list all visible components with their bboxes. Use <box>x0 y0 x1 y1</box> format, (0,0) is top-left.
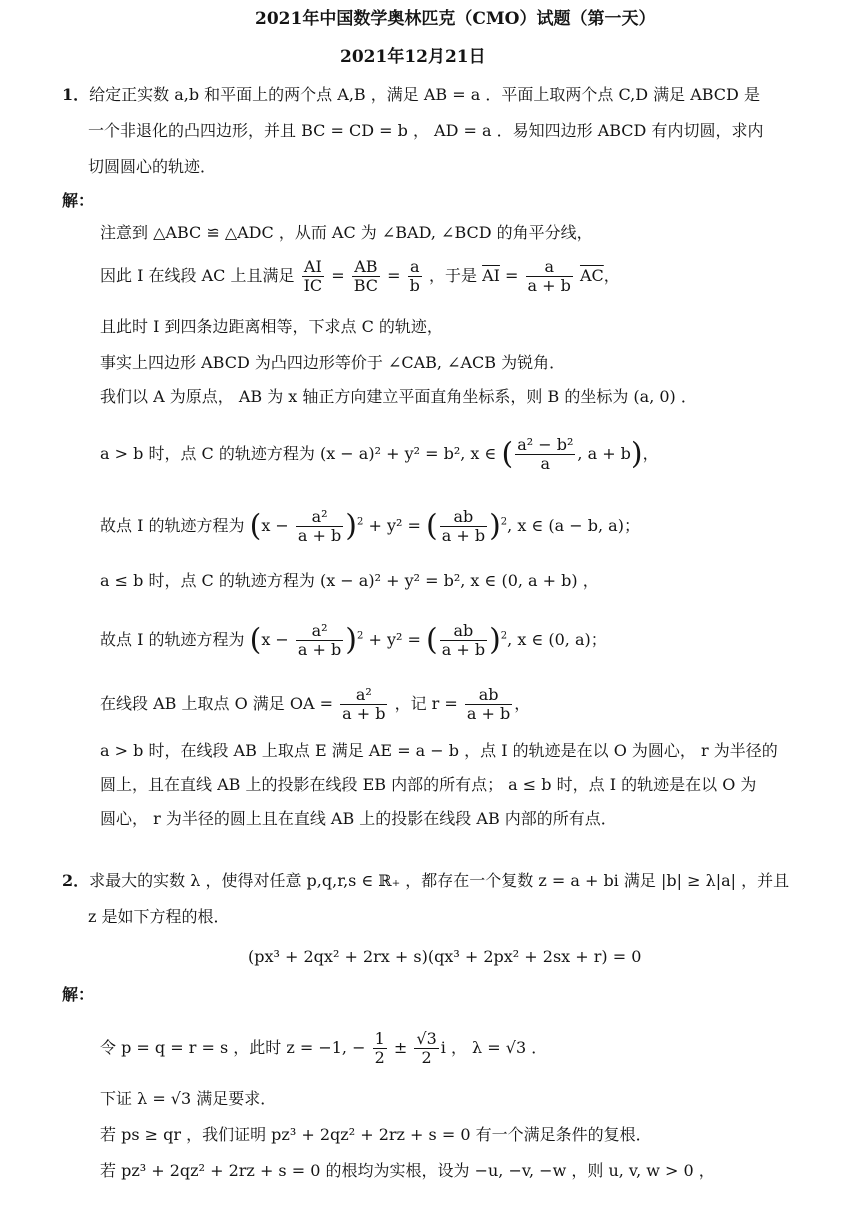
doc-date: 2021年12月21日 <box>340 47 486 67</box>
solution-1-line-10: 在线段 AB 上取点 O 满足 OA = $\frac{\text{a²}}{a + b}$ ，记 r = $\frac{ab}{a + b}$ ， <box>100 685 531 723</box>
fraction-a-over-a-plus-b: $\frac{a}{a + b}$ <box>527 257 571 295</box>
solution-2-line-1: 令 p = q = r = s ，此时 z = −1, − $\frac{1}{2}$ ± $\frac{√3}{2}$ i ， λ = √3 ． <box>100 1029 548 1067</box>
problem-2-line-2: z 是如下方程的根． <box>88 907 230 926</box>
solution-1-line-1: 注意到 △ABC ≌ △ADC ，从而 AC 为 ∠BAD, ∠BCD 的角平分线， <box>100 223 593 242</box>
problem-1-line-1: 1．给定正实数 a,b 和平面上的两个点 A,B ，满足 AB = a ．平面上取两个点 C,D 满足 ABCD 是 <box>62 85 760 104</box>
problem-1-number: 1． <box>62 85 90 104</box>
problem-1-line-3: 切圆圆心的轨迹． <box>88 157 217 176</box>
fraction-ab-bc: $\frac{AB}{BC}$ <box>353 257 379 295</box>
solution-1-line-9: 故点 I 的轨迹方程为 (x − $\frac{\text{a²}}{a + b}$ )$^2$ + y² = ( $\frac{ab}{a + b}$ )$^2$, x ∈ (0, a)； <box>100 621 607 659</box>
solution-2-line-3: 若 ps ≥ qr ，我们证明 pz³ + 2qz² + 2rz + s = 0 有一个满足条件的复根． <box>100 1125 652 1144</box>
fraction-ai-ic: $\frac{AI}{IC}$ <box>303 257 323 295</box>
solution-1-label: 解： <box>62 191 95 210</box>
fraction-a-b: $\frac{a}{b}$ <box>409 257 420 295</box>
problem-2-number: 2． <box>62 871 90 890</box>
solution-1-line-7: 故点 I 的轨迹方程为 (x − $\frac{\text{a²}}{a + b}$ )$^2$ + y² = ( $\frac{ab}{a + b}$ )$^2$, x ∈ (a − b, a)； <box>100 507 640 545</box>
solution-2-line-4: 若 pz³ + 2qz² + 2rz + s = 0 的根均为实根，设为 −u, −v, −w ，则 u, v, w > 0 ， <box>100 1161 715 1180</box>
solution-1-line-12: 圆上，且在直线 AB 上的投影在线段 EB 内部的所有点； a ≤ b 时，点 I 的轨迹是在以 O 为 <box>100 775 757 794</box>
solution-1-line-11: a > b 时，在线段 AB 上取点 E 满足 AE = a − b ，点 I 的轨迹是在以 O 为圆心， r 为半径的 <box>100 741 778 760</box>
fraction-a2-b2-over-a: $\frac{\text{a² − b²}}{a}$ <box>517 435 574 473</box>
solution-1-line-3: 且此时 I 到四条边距离相等，下求点 C 的轨迹， <box>100 317 443 336</box>
problem-2-equation: (px³ + 2qx² + 2rx + s)(qx³ + 2px² + 2sx + r) = 0 <box>248 947 642 966</box>
problem-2-line-1: 2．求最大的实数 λ ，使得对任意 p,q,r,s ∈ ℝ₊ ，都存在一个复数 z = a + bi 满足 |b| ≥ λ|a| ，并且 <box>62 871 790 890</box>
vector-ac: $\overline{AC}$ <box>579 266 604 285</box>
solution-2-line-2: 下证 λ = √3 满足要求． <box>100 1089 277 1108</box>
solution-1-line-2: 因此 I 在线段 AC 上且满足 $\frac{AI}{IC}$ = $\frac{AB}{BC}$ = $\frac{a}{b}$ ，于是 $\overline{AI}$ = $\frac{a}{a + b}$ $\overline{AC}$， <box>100 257 620 295</box>
vector-ai: $\overline{AI}$ <box>482 266 500 285</box>
solution-1-line-5: 我们以 A 为原点， AB 为 x 轴正方向建立平面直角坐标系，则 B 的坐标为 (a, 0) ． <box>100 387 697 406</box>
doc-title: 2021年中国数学奥林匹克（CMO）试题（第一天） <box>255 9 656 29</box>
solution-2-label: 解： <box>62 985 95 1004</box>
solution-1-line-8: a ≤ b 时，点 C 的轨迹方程为 (x − a)² + y² = b², x ∈ (0, a + b) ， <box>100 571 599 590</box>
problem-1-line-2: 一个非退化的凸四边形，并且 BC = CD = b ， AD = a ．易知四边形 ABCD 有内切圆，求内 <box>88 121 764 140</box>
solution-1-line-4: 事实上四边形 ABCD 为凸四边形等价于 ∠CAB, ∠ACB 为锐角． <box>100 353 566 372</box>
solution-1-line-6: a > b 时，点 C 的轨迹方程为 (x − a)² + y² = b², x ∈ ( $\frac{\text{a² − b²}}{a}$ , a + b)， <box>100 435 659 473</box>
solution-1-line-13: 圆心， r 为半径的圆上且在直线 AB 上的投影在线段 AB 内部的所有点． <box>100 809 617 828</box>
